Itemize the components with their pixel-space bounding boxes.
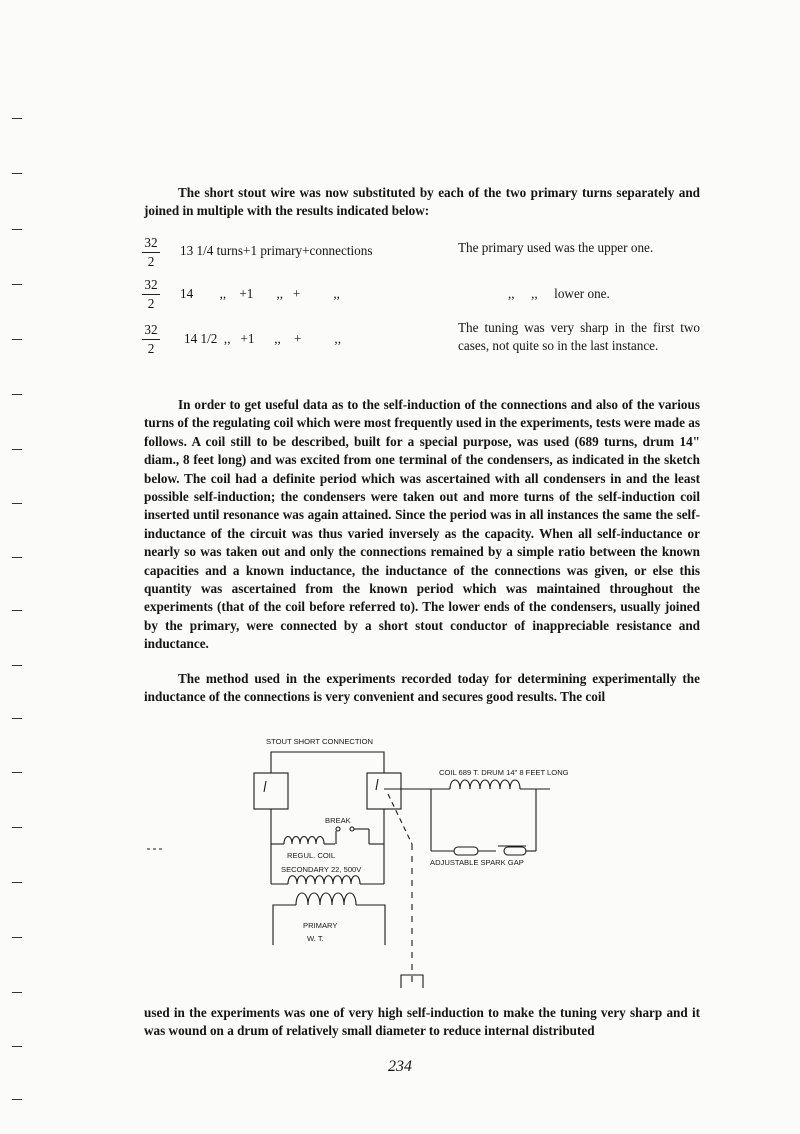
label-wt: W. T. (307, 934, 324, 943)
label-secondary: SECONDARY 22, 500V (281, 865, 362, 874)
body-paragraph: In order to get useful data as to the self-induction of the connections and also of the various turns of the regulating coil which were most frequently used in the experiments, tests were made as follows. A coil still to be described, built for a special purpose, was used (689 turns, drum 14" diam., 8 feet long) and was excited from one terminal of the condensers, as indicated in the sketch below. The coil had a definite period which was ascertained with all condensers in and the least possible self-induction; the condensers were taken out and more turns of the self-induction coil inserted until resonance was again attained. Since the period was in all instances the same the self-inductance of the circuit was thus varied inversely as the capacity. When all self-inductance or nearly so was taken out and only the connections remained by a simple ratio between the known capacities and a known inductance, the inductance of the connections was given, or else this quantity was ascertained from the known period which was maintained throughout the experiments (that of the coil before referred to). The lower ends of the condensers, usually joined by the primary, were connected by a short stout conductor of inappreciable resistance and inductance. (144, 397, 700, 652)
label-break: BREAK (325, 816, 351, 825)
fraction-denominator: 2 (147, 296, 155, 311)
fraction-numerator: 32 (142, 276, 160, 295)
fraction-numerator: 32 (142, 234, 160, 253)
turns-text: 13 1/4 turns+1 primary+connections (180, 243, 373, 258)
label-coil: COIL 689 T. DRUM 14" 8 FEET LONG (439, 768, 569, 777)
fraction-denominator: 2 (147, 254, 155, 269)
fraction-numerator: 32 (142, 321, 160, 340)
turns-text: 14 ,, +1 ,, + ,, (180, 286, 340, 301)
page-number: 234 (388, 1058, 412, 1075)
result-note: The tuning was very sharp in the first two cases, not quite so in the last instance. (458, 320, 700, 354)
result-note: ,, ,, lower one. (508, 286, 610, 301)
result-note: The primary used was the upper one. (458, 240, 654, 255)
closing-paragraph: used in the experiments was one of very high self-induction to make the tuning very sharp and it was wound on a drum of relatively small diameter to reduce internal distributed (144, 1005, 700, 1039)
intro-paragraph: The short stout wire was now substituted by each of the two primary turns separately and joined in multiple with the results indicated below: (144, 185, 700, 219)
label-primary: PRIMARY (303, 921, 338, 930)
label-stout-short-connection: STOUT SHORT CONNECTION (266, 737, 374, 746)
fraction-denominator: 2 (147, 341, 155, 356)
label-adjustable-spark-gap: ADJUSTABLE SPARK GAP (430, 858, 524, 867)
body-paragraph: The method used in the experiments recorded today for determining experimentally the inductance of the connections is very convenient and secures good results. The coil (144, 671, 700, 705)
turns-text: 14 1/2 ,, +1 ,, + ,, (184, 331, 342, 346)
label-regul-coil: REGUL. COIL (287, 851, 336, 860)
